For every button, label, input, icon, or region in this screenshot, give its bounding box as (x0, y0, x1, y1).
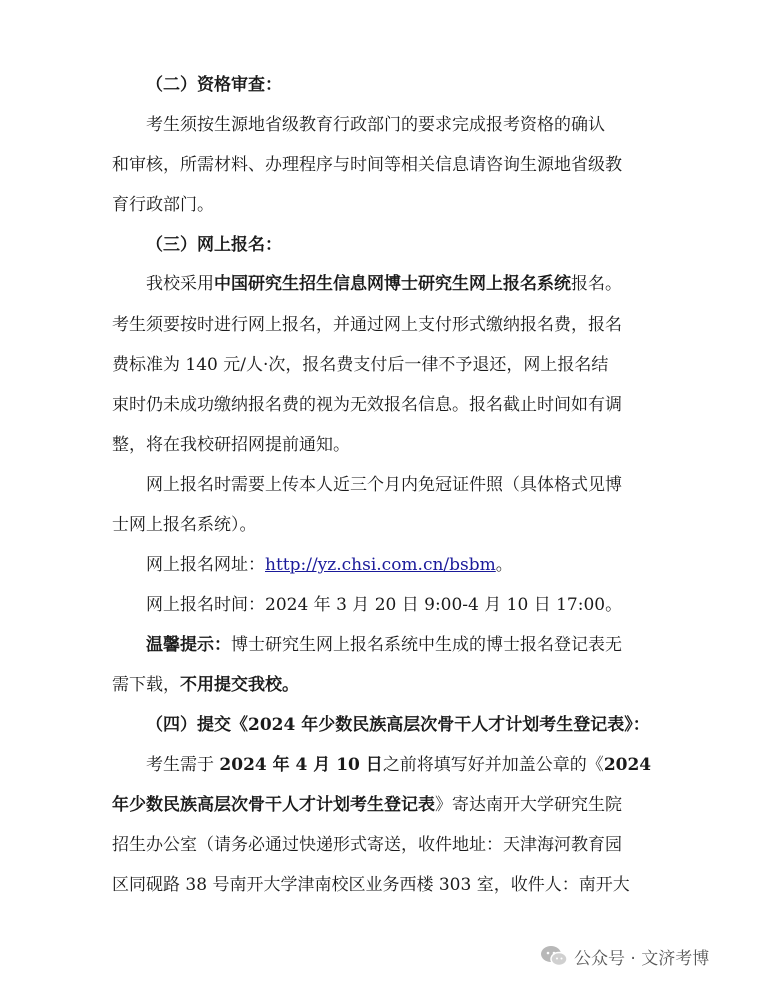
section-2-line-3: 育行政部门。 (112, 195, 214, 215)
text: 之前将填写好并加盖公章的《 (382, 755, 604, 775)
section-3-para-2-line-2: 士网上报名系统）。 (112, 515, 257, 535)
section-3-heading: （三）网上报名： (146, 235, 282, 255)
watermark-text: 公众号 · 文济考博 (574, 948, 710, 969)
text: 我校采用 (146, 274, 214, 294)
registration-time: 网上报名时间：2024 年 3 月 20 日 9:00-4 月 10 日 17:00。 (146, 595, 623, 615)
text: 需下载， (112, 675, 180, 695)
section-4-line-4: 区同砚路 38 号南开大学津南校区业务西楼 303 室，收件人：南开大 (112, 875, 630, 895)
section-3-line-3: 费标准为 140 元/人·次，报名费支付后一律不予退还，网上报名结 (112, 355, 609, 375)
section-2-heading: （二）资格审查： (146, 75, 282, 95)
deadline-date: 2024 年 4 月 10 日 (219, 755, 383, 775)
section-3-para-2-line-1: 网上报名时需要上传本人近三个月内免冠证件照（具体格式见博 (146, 475, 622, 495)
url-label: 网上报名网址： (146, 555, 265, 575)
section-2-line-1: 考生须按生源地省级教育行政部门的要求完成报考资格的确认 (146, 115, 605, 135)
text: 》寄达南开大学研究生院 (435, 795, 622, 815)
tip-line-1 (146, 633, 622, 657)
text: （四）提交 (146, 715, 231, 735)
registration-url-line (146, 553, 513, 577)
registration-url-link[interactable]: http://yz.chsi.com.cn/bsbm (265, 555, 496, 575)
text: 。 (495, 555, 513, 575)
section-4-heading (146, 713, 650, 737)
form-title-cont: 年少数民族高层次骨干人才计划考生登记表 (112, 795, 435, 815)
section-2-line-2: 和审核，所需材料、办理程序与时间等相关信息请咨询生源地省级教 (112, 155, 622, 175)
text: 考生需于 (146, 755, 220, 775)
system-name: 中国研究生招生信息网博士研究生网上报名系统 (214, 274, 571, 294)
text: 报名。 (571, 274, 622, 294)
section-4-line-1 (146, 753, 651, 777)
tip-text: 博士研究生网上报名系统中生成的博士报名登记表无 (231, 635, 622, 655)
section-4-line-3: 招生办公室（请务必通过快递形式寄送，收件地址：天津海河教育园 (112, 835, 622, 855)
section-3-line-5: 整，将在我校研招网提前通知。 (112, 435, 350, 455)
text-bold: 2024 (603, 755, 652, 775)
form-title: 《2024 年少数民族高层次骨干人才计划考生登记表》： (231, 715, 650, 735)
tip-line-2 (112, 673, 299, 697)
watermark (540, 940, 709, 972)
section-3-line-2: 考生须要按时进行网上报名，并通过网上支付形式缴纳报名费，报名 (112, 315, 622, 335)
section-4-line-2 (112, 793, 622, 817)
section-3-para-1 (146, 272, 622, 296)
wechat-icon (540, 945, 568, 967)
section-3-line-4: 束时仍未成功缴纳报名费的视为无效报名信息。报名截止时间如有调 (112, 395, 622, 415)
tip-label: 温馨提示： (146, 635, 231, 655)
text-bold: 不用提交我校。 (180, 675, 299, 695)
